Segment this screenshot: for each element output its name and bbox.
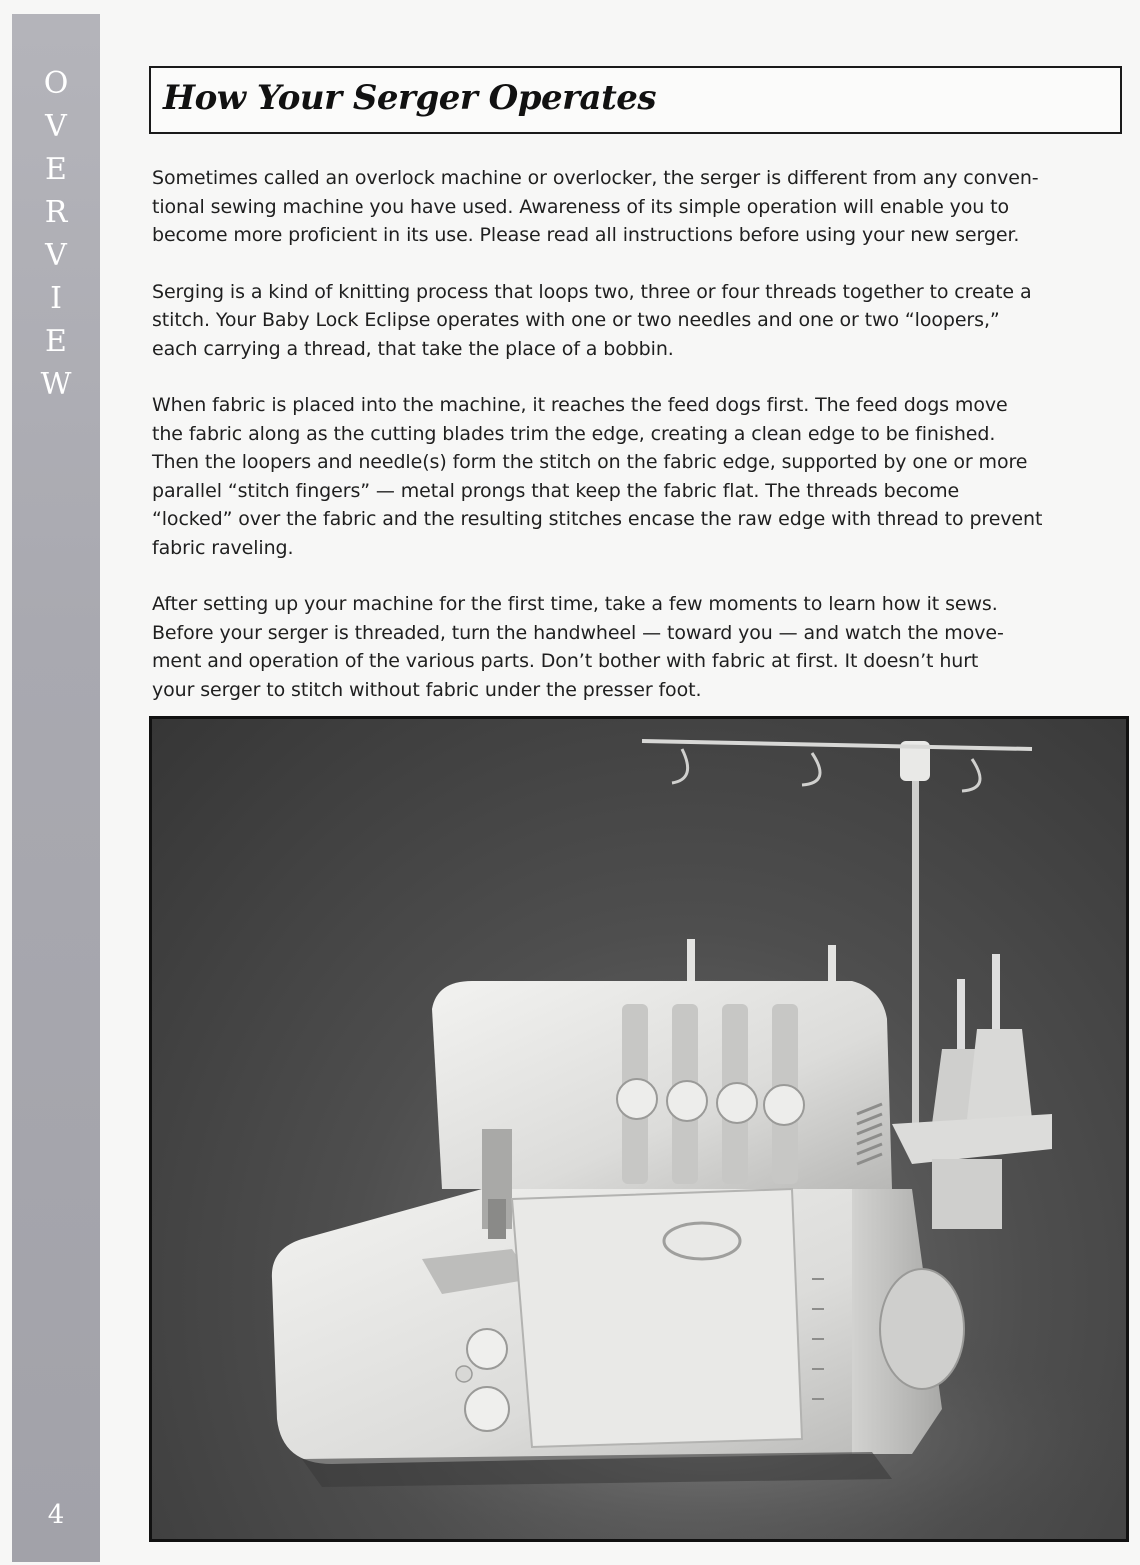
text-line: the fabric along as the cutting blades trim the edge, creating a clean edge to be finished. [152, 422, 996, 445]
text-line: Serging is a kind of knitting process that loops two, three or four threads together to create a [152, 280, 1032, 303]
paragraph-intro [152, 164, 1124, 250]
text-line: parallel “stitch fingers” — metal prongs that keep the fabric flat. The threads become [152, 479, 960, 502]
text-line: When fabric is placed into the machine, it reaches the feed dogs first. The feed dogs move [152, 394, 1008, 416]
text-line: ment and operation of the various parts. Don’t bother with fabric at first. It doesn’t hurt [152, 650, 979, 672]
body-text [152, 164, 1124, 732]
text-line: your serger to stitch without fabric under the presser foot. [152, 678, 702, 701]
section-letter: E [45, 152, 67, 187]
text-line: Sometimes called an overlock machine or overlocker, the serger is different from any conven- [152, 167, 1039, 189]
section-letter: W [40, 367, 72, 402]
serger-photo [149, 716, 1129, 1542]
text-line: fabric raveling. [152, 536, 294, 559]
serger-machine-icon [152, 719, 1126, 1539]
paragraph-first-use [152, 590, 1124, 704]
text-line: tional sewing machine you have used. Awareness of its simple operation will enable you to [152, 195, 1010, 218]
section-tab-letters [12, 62, 100, 406]
title-box [149, 66, 1122, 134]
section-letter: E [45, 324, 67, 359]
section-letter: V [45, 109, 67, 144]
section-letter: V [45, 238, 67, 273]
section-letter: I [50, 281, 62, 316]
text-line: Then the loopers and needle(s) form the stitch on the fabric edge, supported by one or more [152, 451, 1028, 473]
text-line: After setting up your machine for the first time, take a few moments to learn how it sews. [152, 593, 998, 615]
text-line: stitch. Your Baby Lock Eclipse operates with one or two needles and one or two “loopers,” [152, 309, 1000, 331]
page-number: 4 [47, 1500, 65, 1530]
text-line: become more proficient in its use. Please read all instructions before using your new serger. [152, 224, 1020, 246]
text-line: Before your serger is threaded, turn the handwheel — toward you — and watch the move- [152, 621, 1004, 644]
text-line: “locked” over the fabric and the resulting stitches encase the raw edge with thread to prevent [152, 508, 1043, 530]
page-title: How Your Serger Operates [163, 78, 657, 118]
paragraph-fabric-flow [152, 391, 1124, 562]
text-line: each carrying a thread, that take the place of a bobbin. [152, 337, 674, 360]
section-letter: R [44, 195, 68, 230]
section-letter: O [43, 66, 69, 101]
paragraph-serging [152, 278, 1124, 364]
